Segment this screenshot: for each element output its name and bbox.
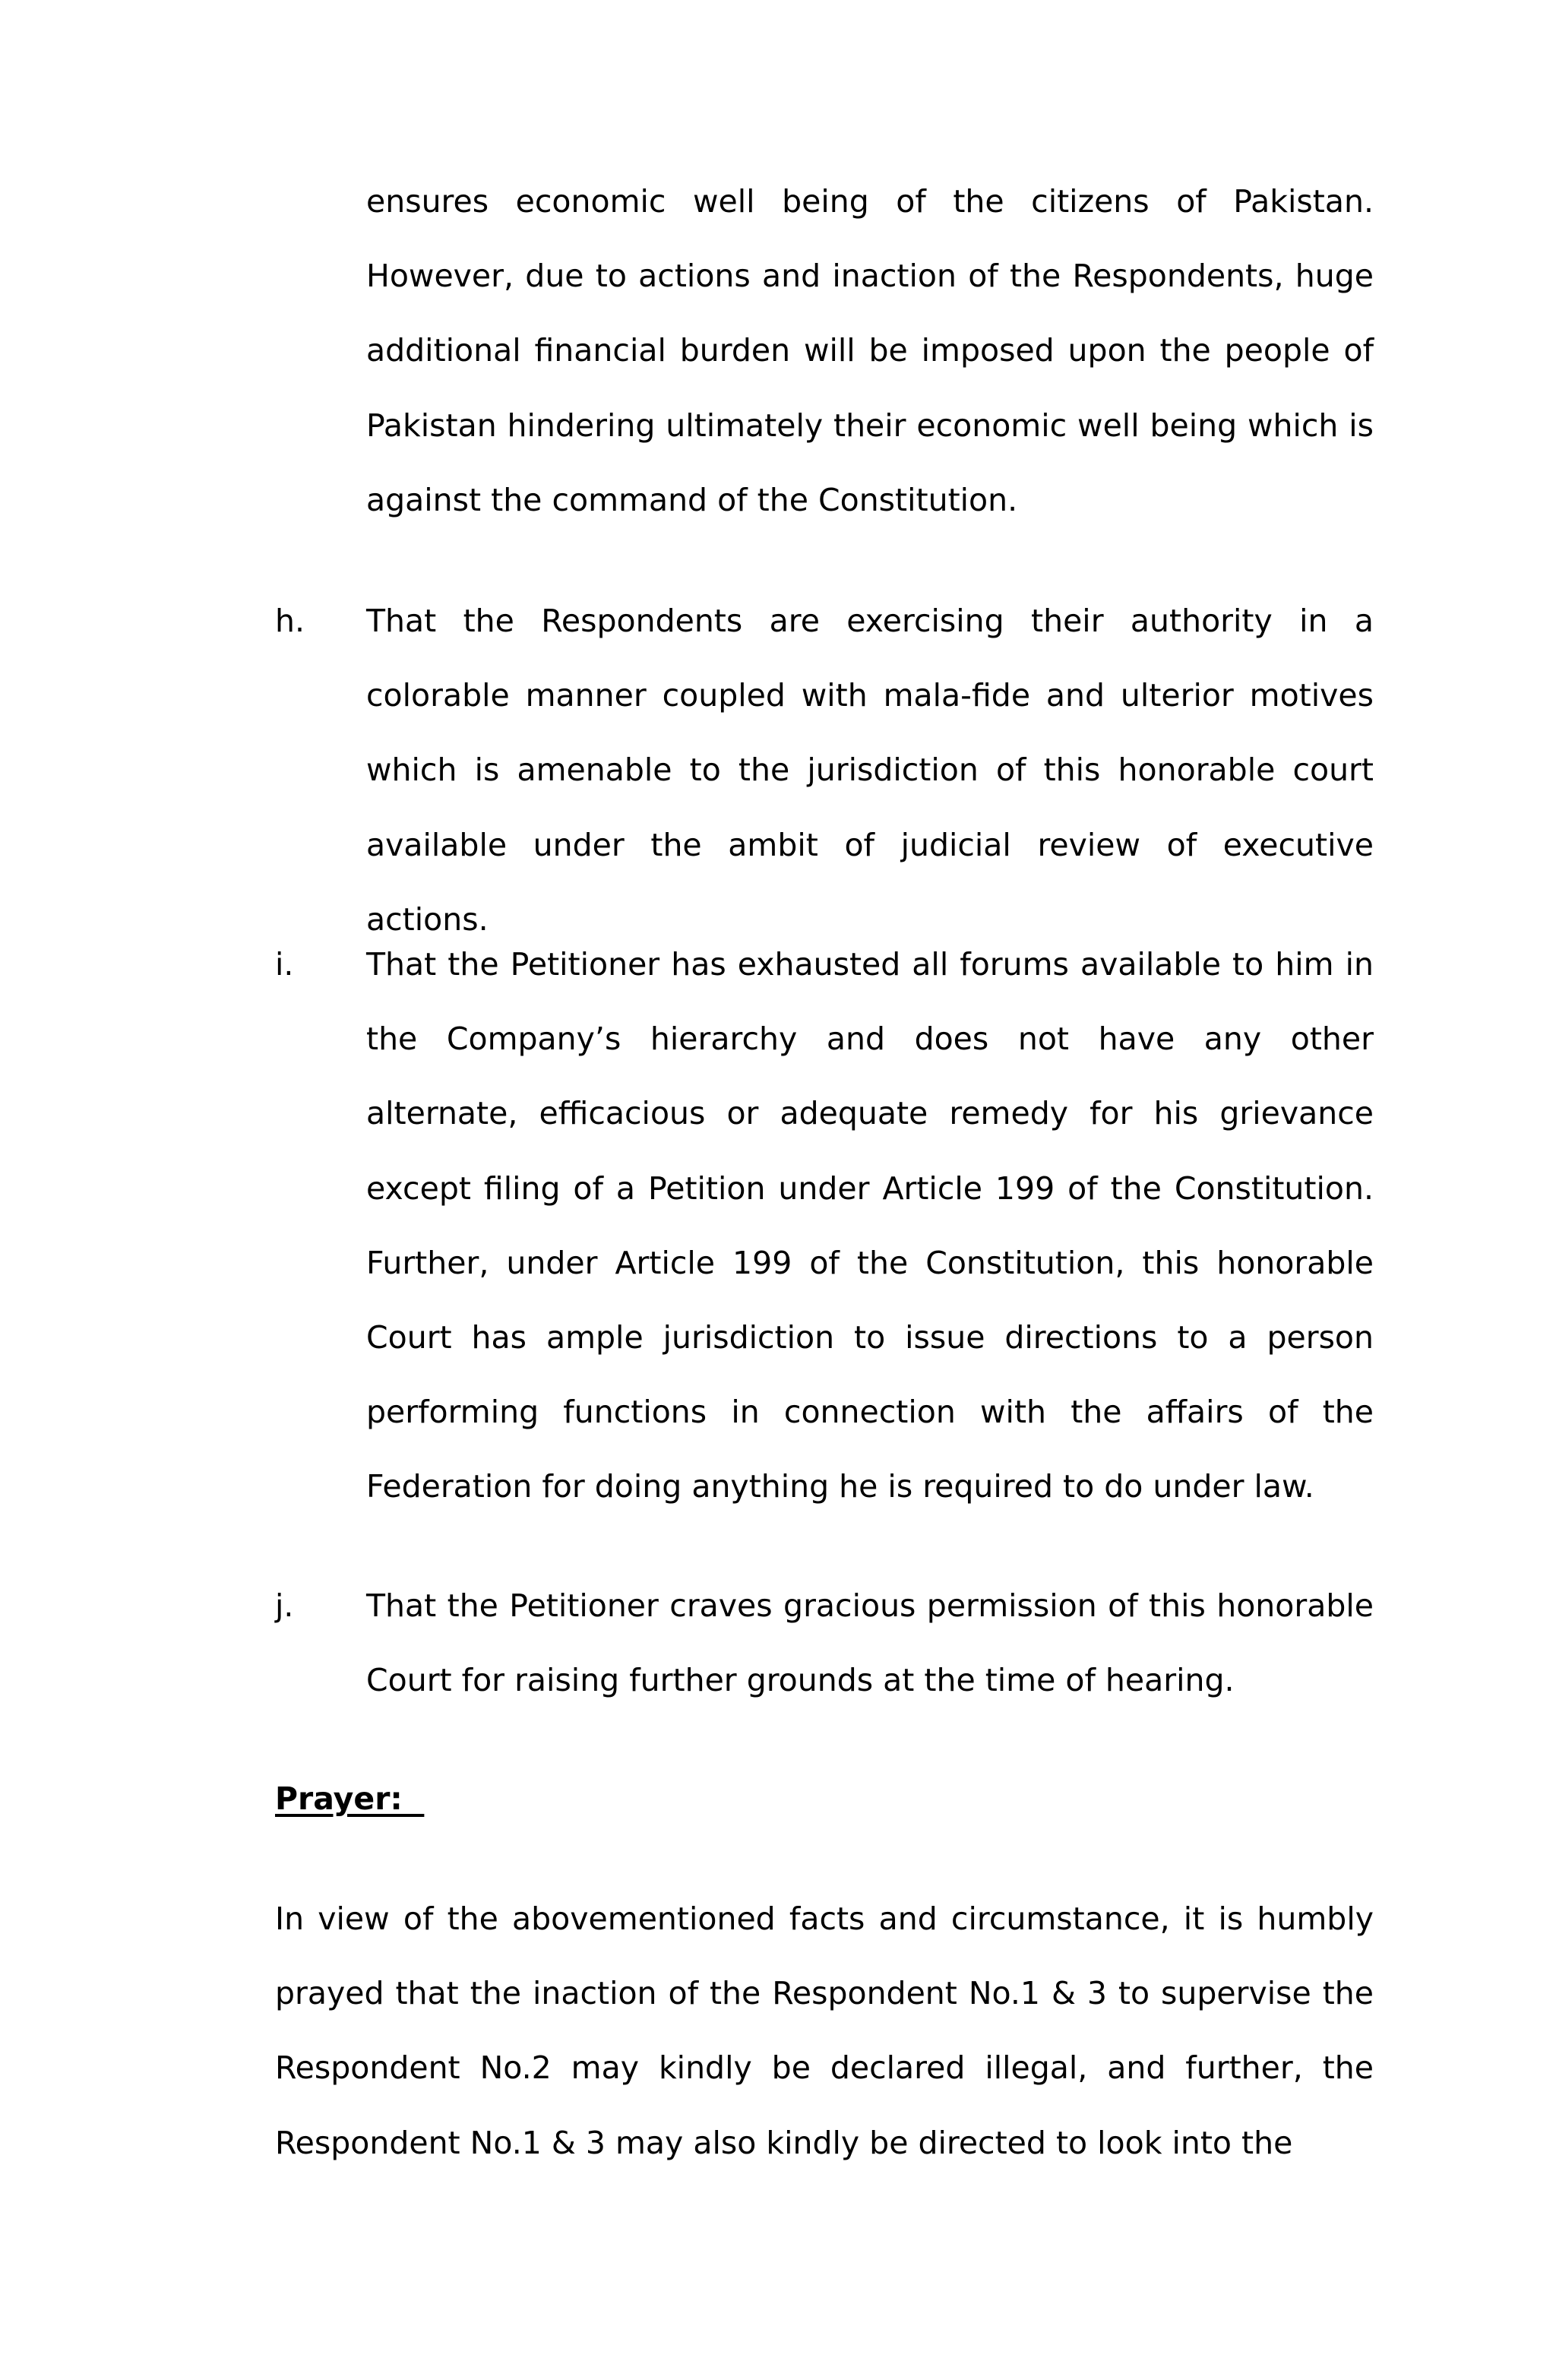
paragraph-h: That the Respondents are exercising their authority in a colorable manner coupled with mala-fide and ulterior motives which is amenable to the jurisdiction of this honorable court available under the ambit of judicial review of executive actions.	[366, 603, 1374, 938]
item-label-i: i.	[275, 946, 294, 983]
prayer-heading: Prayer:	[275, 1780, 425, 1817]
item-label-j: j.	[275, 1587, 294, 1624]
prayer-paragraph: In view of the abovementioned facts and circumstance, it is humbly prayed that the inaction of the Respondent No.1 & 3 to supervise the Respondent No.2 may kindly be declared illegal, and further, the Respondent No.1 & 3 may also kindly be directed to look into the	[275, 1901, 1374, 2161]
paragraph-g-continuation: ensures economic well being of the citizens of Pakistan. However, due to actions and inaction of the Respondents, huge additional financial burden will be imposed upon the people of Pakistan hindering ultimately their economic well being which is against the command of the Constitution.	[366, 183, 1374, 518]
paragraph-j: That the Petitioner craves gracious permission of this honorable Court for raising further grounds at the time of hearing.	[366, 1587, 1374, 1699]
item-label-h: h.	[275, 603, 305, 639]
paragraph-i: That the Petitioner has exhausted all forums available to him in the Company’s hierarchy and does not have any other alternate, efficacious or adequate remedy for his grievance except filing of a Petition under Article 199 of the Constitution. Further, under Article 199 of the Constitution, this honorable Court has ample jurisdiction to issue directions to a person performing functions in connection with the affairs of the Federation for doing anything he is required to do under law.	[366, 946, 1374, 1505]
